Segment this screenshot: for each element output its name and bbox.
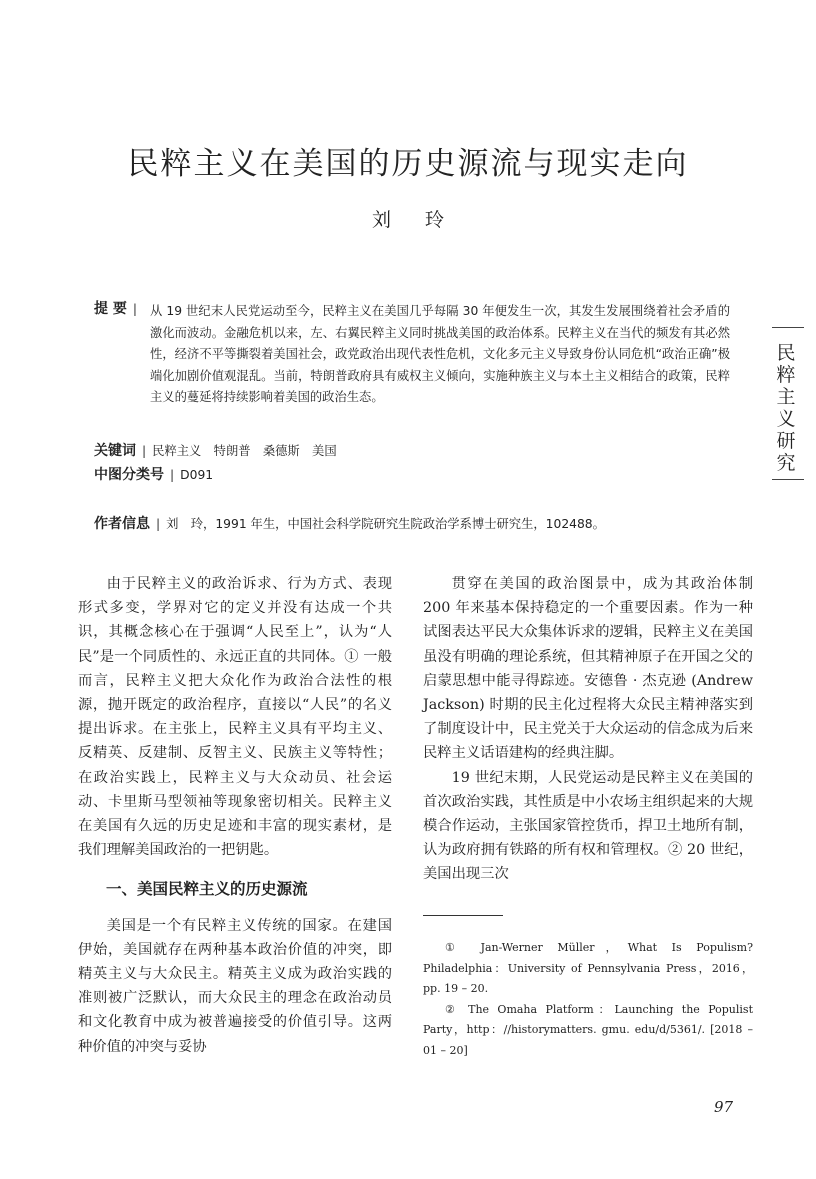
- body-paragraph: 贯穿在美国的政治图景中，成为其政治体制 200 年来基本保持稳定的一个重要因素。作为一种试图表达平民大众集体诉求的逻辑，民粹主义在美国虽没有明确的理论系统，但其精神原子在开国之父的启蒙思想中能寻得踪迹。安德鲁 · 杰克逊 (Andrew Jackson) 时期的民主化过程将大众民主精神落实到了制度设计中，民主党关于大众运动的信念成为后来民粹主义话语建构的经典注脚。: [423, 576, 753, 762]
- author-info-label: 作者信息: [94, 516, 150, 532]
- footnotes: [423, 938, 753, 1061]
- side-rule-bottom: [772, 479, 804, 480]
- classification-row: [94, 465, 213, 487]
- side-char: 粹: [776, 364, 796, 386]
- abstract-label-row: [94, 299, 143, 321]
- side-section-label: [775, 342, 797, 474]
- article-title: 民粹主义在美国的历史源流与现实走向: [127, 146, 689, 182]
- separator: |: [156, 517, 161, 531]
- side-char: 民: [776, 342, 796, 364]
- author-info-row: [94, 514, 605, 536]
- side-char: 研: [776, 430, 796, 452]
- side-char: 义: [776, 408, 796, 430]
- separator: |: [170, 468, 175, 482]
- abstract-label: 提 要: [94, 301, 127, 317]
- classification-label: 中图分类号: [94, 467, 164, 483]
- right-column: [423, 572, 753, 887]
- body-paragraph: 由于民粹主义的政治诉求、行为方式、表现形式多变，学界对它的定义并没有达成一个共识，其概念核心在于强调“人民至上”，认为“人民”是一个同质性的、永远正直的共同体。① 一般而言，民粹主义把大众化作为政治合法性的根源，抛开既定的政治程序，直接以“人民”的名义提出诉求。在主张上，民粹主义具有平均主义、反精英、反建制、反智主义、民族主义等特性；在政治实践上，民粹主义与大众动员、社会运动、卡里斯马型领袖等现象密切相关。民粹主义在美国有久远的历史足迹和丰富的现实素材，是我们理解美国政治的一把钥匙。: [78, 576, 392, 859]
- body-paragraph: 19 世纪末期，人民党运动是民粹主义在美国的首次政治实践，其性质是中小农场主组织起来的大规模合作运动，主张国家管控货币，捍卫土地所有制，认为政府拥有铁路的所有权和管理权。② 20 世纪，美国出现三次: [423, 769, 753, 883]
- side-char: 主: [776, 386, 796, 408]
- footnote: ② The Omaha Platform：Launching the Populist Party，http：//historymatters. gmu. edu/d/5361/. [2018 – 01 – 20]: [423, 1002, 753, 1057]
- separator: |: [142, 444, 147, 458]
- separator: |: [132, 302, 138, 316]
- left-column: [78, 572, 392, 1059]
- abstract-text: 从 19 世纪末人民党运动至今，民粹主义在美国几乎每隔 30 年便发生一次，其发生发展围绕着社会矛盾的激化而波动。金融危机以来，左、右翼民粹主义同时挑战美国的政治体系。民粹主义在当代的频发有其必然性，经济不平等撕裂着美国社会，政党政治出现代表性危机，文化多元主义导致身份认同危机“政治正确”极端化加剧价值观混乱。当前，特朗普政府具有威权主义倾向，实施种族主义与本土主义相结合的政策，民粹主义的蔓延将持续影响着美国的政治生态。: [150, 304, 730, 404]
- keywords-text: 民粹主义 特朗普 桑德斯 美国: [152, 444, 337, 458]
- page-number: 97: [714, 1098, 734, 1116]
- footnote-divider: [423, 915, 503, 916]
- side-char: 究: [776, 452, 796, 474]
- section-heading: 一、美国民粹主义的历史源流: [106, 880, 308, 899]
- classification-text: D091: [180, 468, 214, 482]
- author-name: 刘 玲: [371, 209, 459, 231]
- keywords-row: [94, 441, 337, 463]
- footnote: ① Jan-Werner Müller，What Is Populism? Philadelphia：University of Pennsylvania Press，2016，pp. 19 – 20.: [423, 941, 753, 995]
- author-info-text: 刘 玲，1991 年生，中国社会科学院研究生院政治学系博士研究生，102488。: [166, 517, 605, 531]
- body-paragraph: 美国是一个有民粹主义传统的国家。在建国伊始，美国就存在两种基本政治价值的冲突，即精英主义与大众民主。精英主义成为政治实践的准则被广泛默认，而大众民主的理念在政治动员和文化教育中成为被普遍接受的价值引导。这两种价值的冲突与妥协: [78, 917, 392, 1055]
- side-rule-top: [772, 327, 804, 328]
- keywords-label: 关键词: [94, 443, 136, 459]
